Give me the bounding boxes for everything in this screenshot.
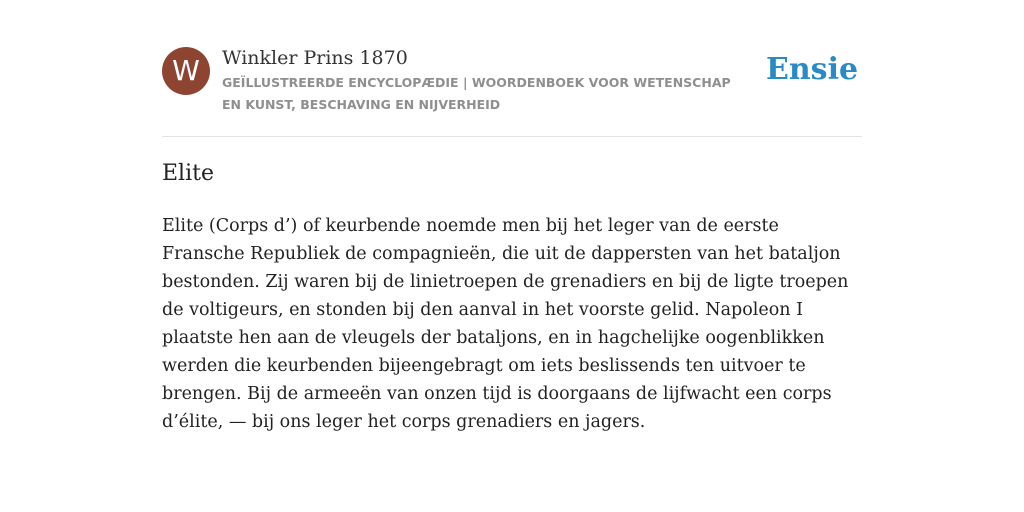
entry-body: Elite (Corps d’) of keurbende noemde men bij het leger van de eerste Fransche Republiek de compagnieën, die uit de dappersten van het bataljon bestonden. Zij waren bij de linietroepen de grenadiers en bij de ligte troepen de voltigeurs, en stonden bij den aanval in het voorste gelid. Napoleon I plaatste hen aan de vleugels der bataljons, en in hagchelijke oogenblikken werden die keurbenden bijeengebragt om iets beslissends ten uitvoer te brengen. Bij de armeeën van onzen tijd is doorgaans de lijfwacht een corps d’élite, — bij ons leger het corps grenadiers en jagers. (162, 216, 849, 432)
source-avatar[interactable]: W (162, 47, 210, 95)
source-title[interactable]: Winkler Prins 1870 (222, 47, 408, 69)
entry-title: Elite (162, 161, 214, 186)
ensie-logo[interactable]: Ensie (766, 52, 859, 87)
source-subtitle: GEÏLLUSTREERDE ENCYCLOPÆDIE | WOORDENBOEK VOOR WETENSCHAP EN KUNST, BESCHAVING EN NIJVERHEID (222, 75, 731, 112)
entry-header (162, 44, 862, 137)
